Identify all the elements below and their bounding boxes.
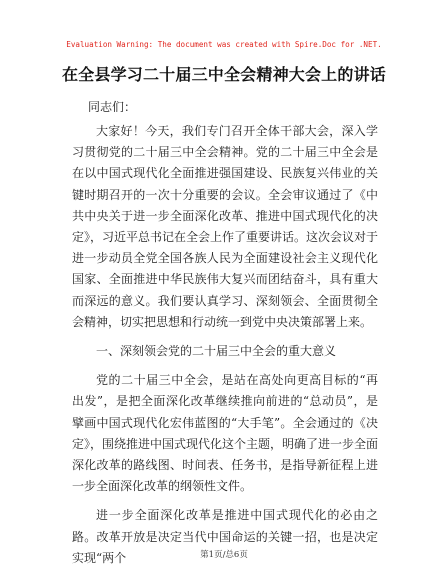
paragraph: 进一步全面深化改革是推进中国式现代化的必由之路。改革开放是决定当代中国命运的关键一招，也是决定实现“两个 <box>72 508 378 565</box>
section-heading: 一、深刻领会党的二十届三中全会的重大意义 <box>96 344 337 359</box>
paragraph: 大家好！今天，我们专门召开全体干部大会，深入学习贯彻党的二十届三中全会精神。党的二十届三中全会是在以中国式现代化全面推进强国建设、民族复兴伟业的关键时期召开的一次十分重要的会议。全会审议通过了《中共中央关于进一步全面深化改革、推进中国式现代化的决定》，习近平总书记在全会上作了重要讲话。这次会议对于进一步动员全党全国各族人民为全面建设社会主义现代化国家、全面推进中华民族伟大复兴而团结奋斗，具有重大而深远的意义。我们要认真学习、深刻领会、全面贯彻全会精神，切实把思想和行动统一到党中央决策部署上来。 <box>72 124 379 329</box>
evaluation-warning: Evaluation Warning: The document was created with Spire.Doc for .NET. <box>66 40 382 49</box>
document-body <box>72 121 378 569</box>
document-title: 在全县学习二十届三中全会精神大会上的讲话 <box>61 65 386 84</box>
salutation: 同志们： <box>88 100 137 114</box>
paragraph: 党的二十届三中全会，是站在高处向更高目标的“再出发”，是把全面深化改革继续推向前进的“总动员”，是擘画中国式现代化宏伟蓝图的“大手笔”。全会通过的《决定》，围绕推进中国式现代化这个主题，明确了进一步全面深化改革的路线图、时间表、任务书，是指导新征程上进一步全面深化改革的纲领性文件。 <box>72 373 379 494</box>
page-footer: 第1页/总6页 <box>200 550 248 560</box>
